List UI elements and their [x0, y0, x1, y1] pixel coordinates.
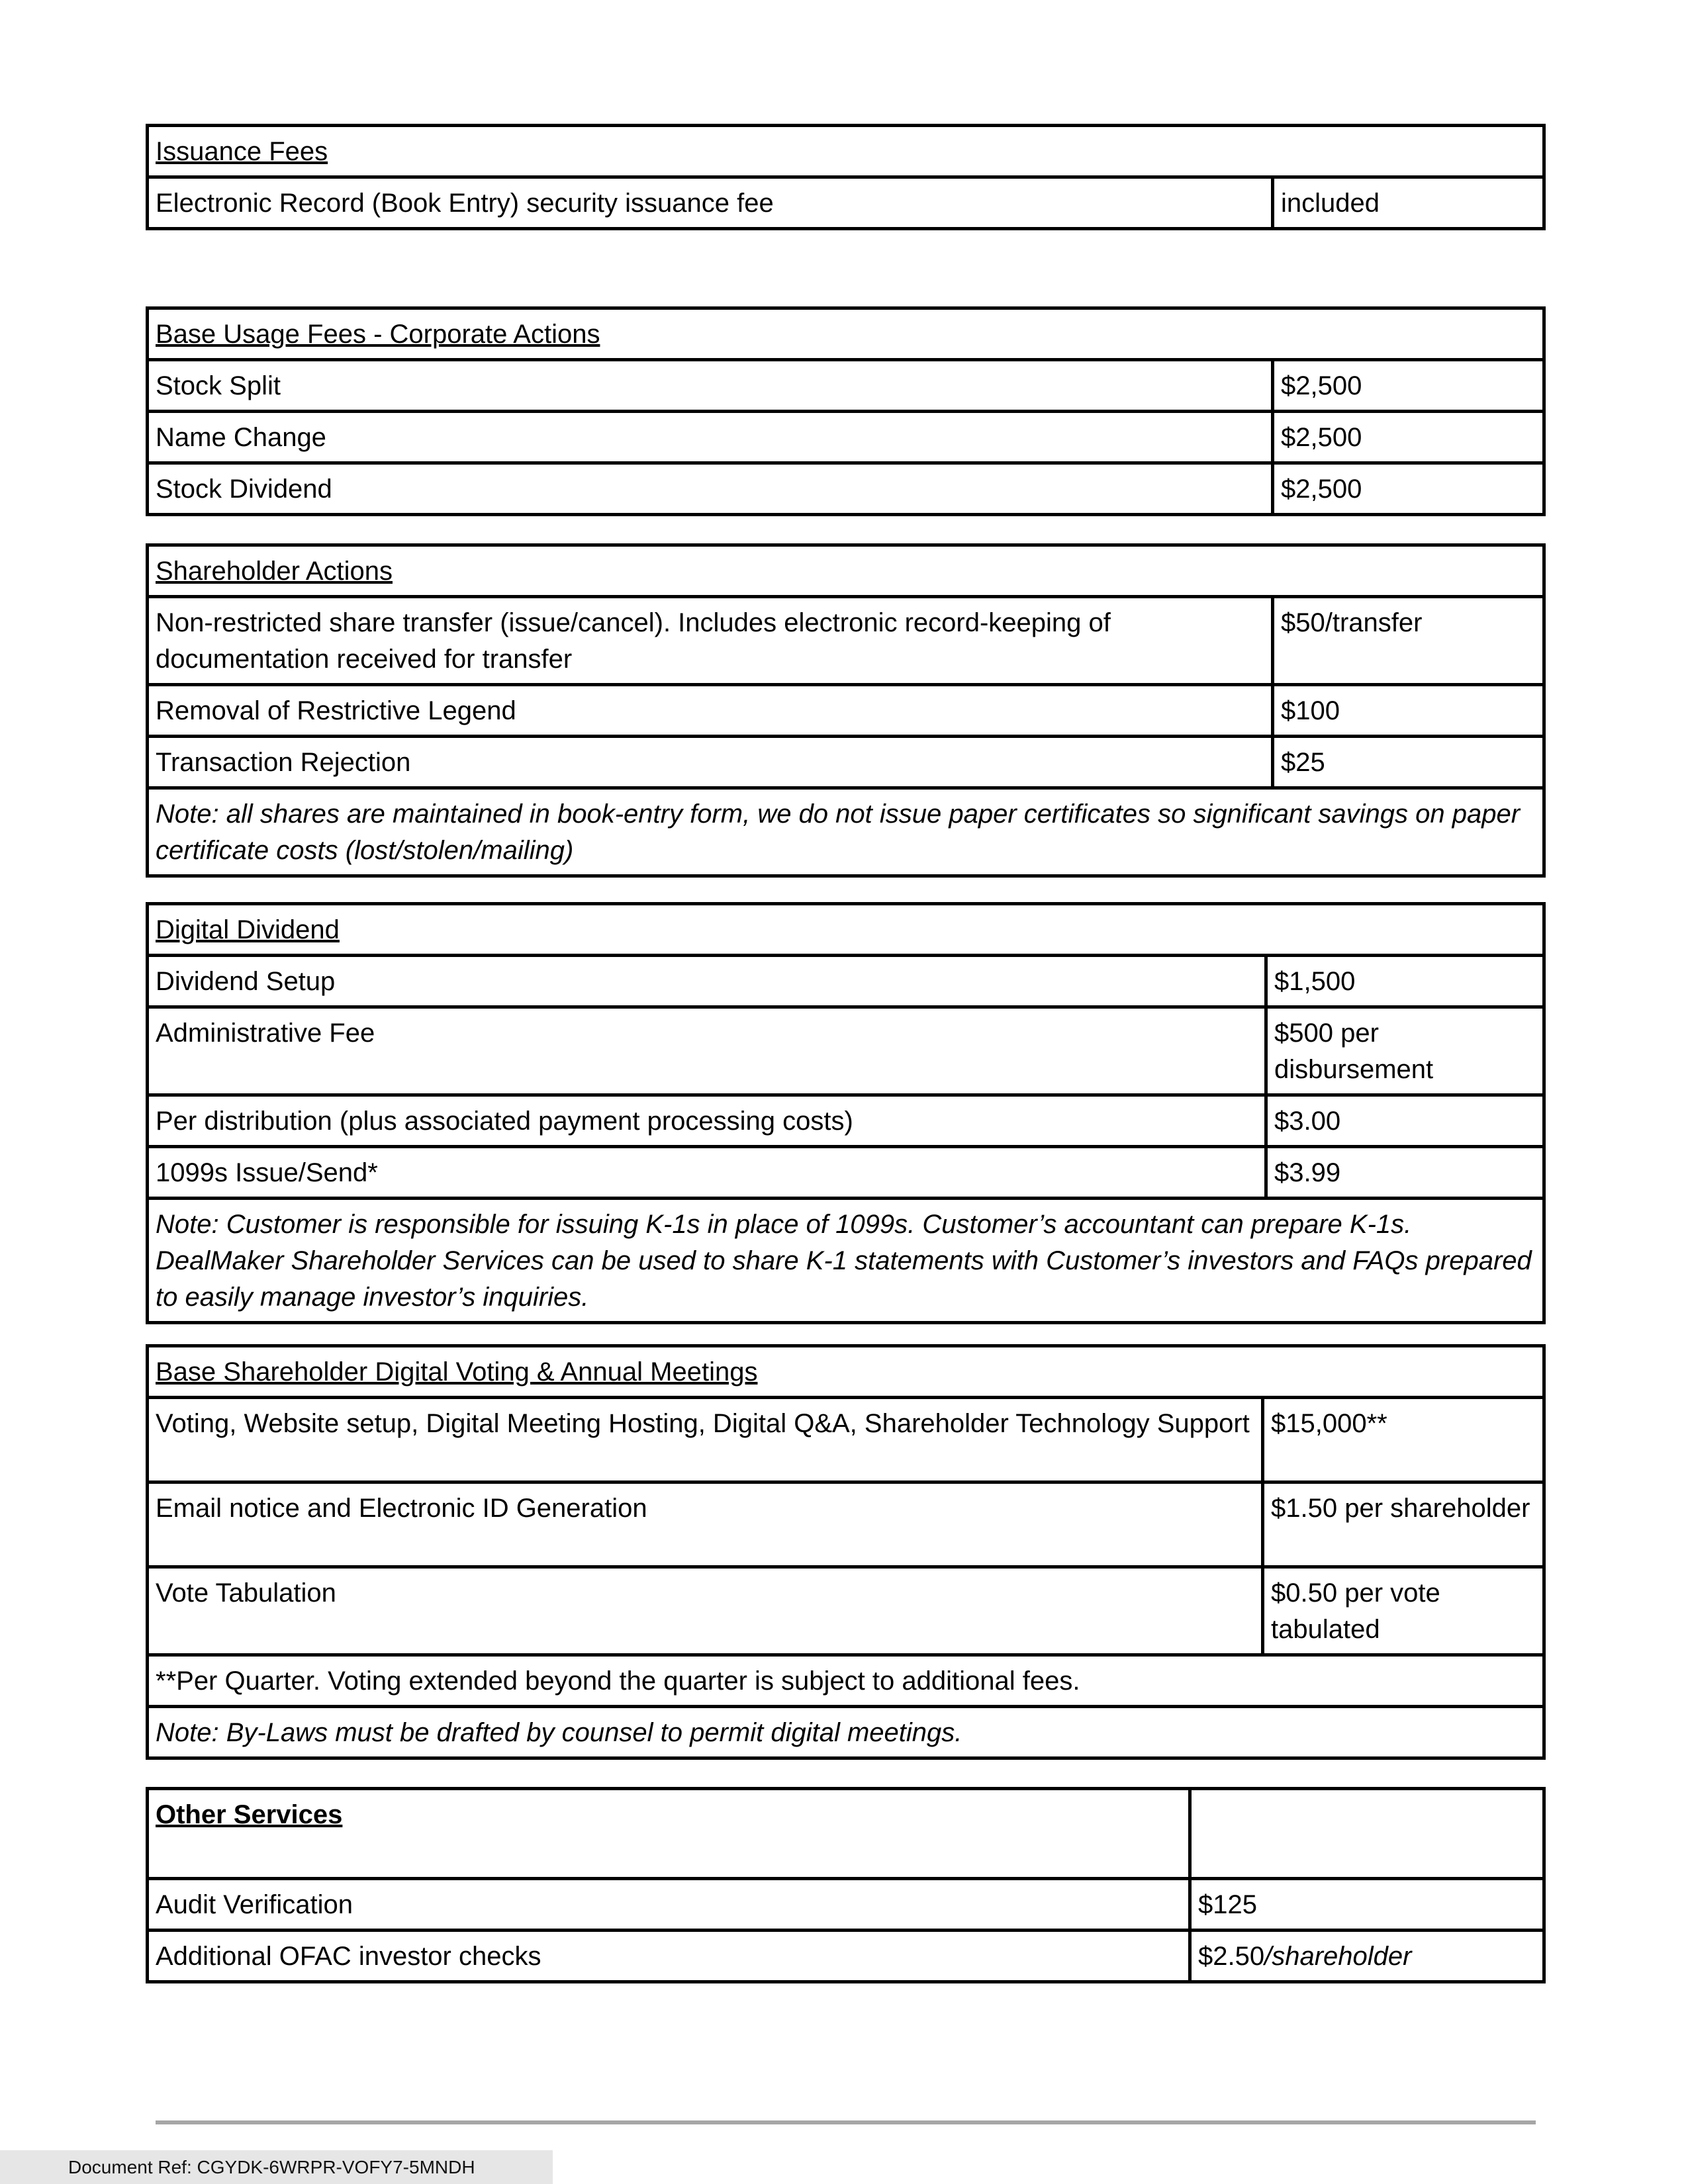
table-row [148, 1398, 1544, 1482]
shareholder-actions-title: Shareholder Actions [148, 545, 1544, 597]
table-row [148, 360, 1544, 412]
other-services-title: Other Services [148, 1789, 1190, 1879]
row-value: $2,500 [1273, 360, 1544, 412]
table-row [148, 463, 1544, 515]
row-value: $125 [1190, 1879, 1544, 1931]
row-value: $25 [1273, 737, 1544, 788]
row-label: Stock Split [148, 360, 1273, 412]
value-unit: /shareholder [1264, 1942, 1412, 1971]
row-value: $1.50 per shareholder [1263, 1482, 1544, 1567]
table-row [148, 956, 1544, 1007]
issuance-fees-title: Issuance Fees [148, 126, 1544, 177]
row-label: Electronic Record (Book Entry) security issuance fee [148, 177, 1273, 229]
digital-dividend-title: Digital Dividend [148, 904, 1544, 956]
shareholder-actions-note: Note: all shares are maintained in book-entry form, we do not issue paper certificates so significant savings on paper certificate costs (lost/stolen/mailing) [148, 788, 1544, 876]
table-row [148, 1007, 1544, 1095]
table-row [148, 1147, 1544, 1199]
table-row [148, 737, 1544, 788]
table-row [148, 1567, 1544, 1655]
row-value: $1,500 [1266, 956, 1544, 1007]
row-label: Per distribution (plus associated payment processing costs) [148, 1095, 1266, 1147]
digital-voting-footnote: **Per Quarter. Voting extended beyond the quarter is subject to additional fees. [148, 1655, 1544, 1707]
digital-dividend-table [146, 902, 1546, 1324]
row-value: $15,000** [1263, 1398, 1544, 1482]
row-label: Stock Dividend [148, 463, 1273, 515]
shareholder-actions-table [146, 543, 1546, 878]
row-value: included [1273, 177, 1544, 229]
row-value: $100 [1273, 685, 1544, 737]
table-row [148, 1931, 1544, 1982]
row-value [1190, 1931, 1544, 1982]
table-row [148, 412, 1544, 463]
row-label: Removal of Restrictive Legend [148, 685, 1273, 737]
row-value: $2,500 [1273, 412, 1544, 463]
digital-dividend-note: Note: Customer is responsible for issuing K-1s in place of 1099s. Customer’s accountant can prepare K-1s. DealMaker Shareholder Services can be used to share K-1 statements with Customer’s investors and FAQs prepared to easily manage investor’s inquiries. [148, 1199, 1544, 1323]
row-label: Dividend Setup [148, 956, 1266, 1007]
table-row [148, 1789, 1544, 1879]
row-value: $0.50 per vote tabulated [1263, 1567, 1544, 1655]
table-row [148, 685, 1544, 737]
row-label: Voting, Website setup, Digital Meeting Hosting, Digital Q&A, Shareholder Technology Support [148, 1398, 1263, 1482]
row-label: Non-restricted share transfer (issue/cancel). Includes electronic record-keeping of documentation received for transfer [148, 597, 1273, 685]
row-label: Transaction Rejection [148, 737, 1273, 788]
digital-voting-title: Base Shareholder Digital Voting & Annual Meetings [148, 1346, 1544, 1398]
document-ref: Document Ref: CGYDK-6WRPR-VOFY7-5MNDH [0, 2150, 553, 2184]
row-value: $3.00 [1266, 1095, 1544, 1147]
value-amount: $2.50 [1198, 1942, 1265, 1971]
other-services-blank-cell [1190, 1789, 1544, 1879]
row-label: Additional OFAC investor checks [148, 1931, 1190, 1982]
row-value: $2,500 [1273, 463, 1544, 515]
row-value: $50/transfer [1273, 597, 1544, 685]
row-value: $3.99 [1266, 1147, 1544, 1199]
table-row [148, 177, 1544, 229]
row-label: Vote Tabulation [148, 1567, 1263, 1655]
row-label: Administrative Fee [148, 1007, 1266, 1095]
table-row [148, 1095, 1544, 1147]
row-value: $500 per disbursement [1266, 1007, 1544, 1095]
table-row [148, 597, 1544, 685]
corporate-actions-title: Base Usage Fees - Corporate Actions [148, 308, 1544, 360]
issuance-fees-table [146, 124, 1546, 230]
corporate-actions-table [146, 306, 1546, 516]
table-row [148, 1482, 1544, 1567]
digital-voting-note: Note: By-Laws must be drafted by counsel to permit digital meetings. [148, 1707, 1544, 1758]
row-label: Audit Verification [148, 1879, 1190, 1931]
table-row [148, 1879, 1544, 1931]
other-services-table [146, 1787, 1546, 1983]
row-label: 1099s Issue/Send* [148, 1147, 1266, 1199]
row-label: Name Change [148, 412, 1273, 463]
footer-divider [156, 2120, 1536, 2124]
row-label: Email notice and Electronic ID Generation [148, 1482, 1263, 1567]
digital-voting-table [146, 1344, 1546, 1760]
